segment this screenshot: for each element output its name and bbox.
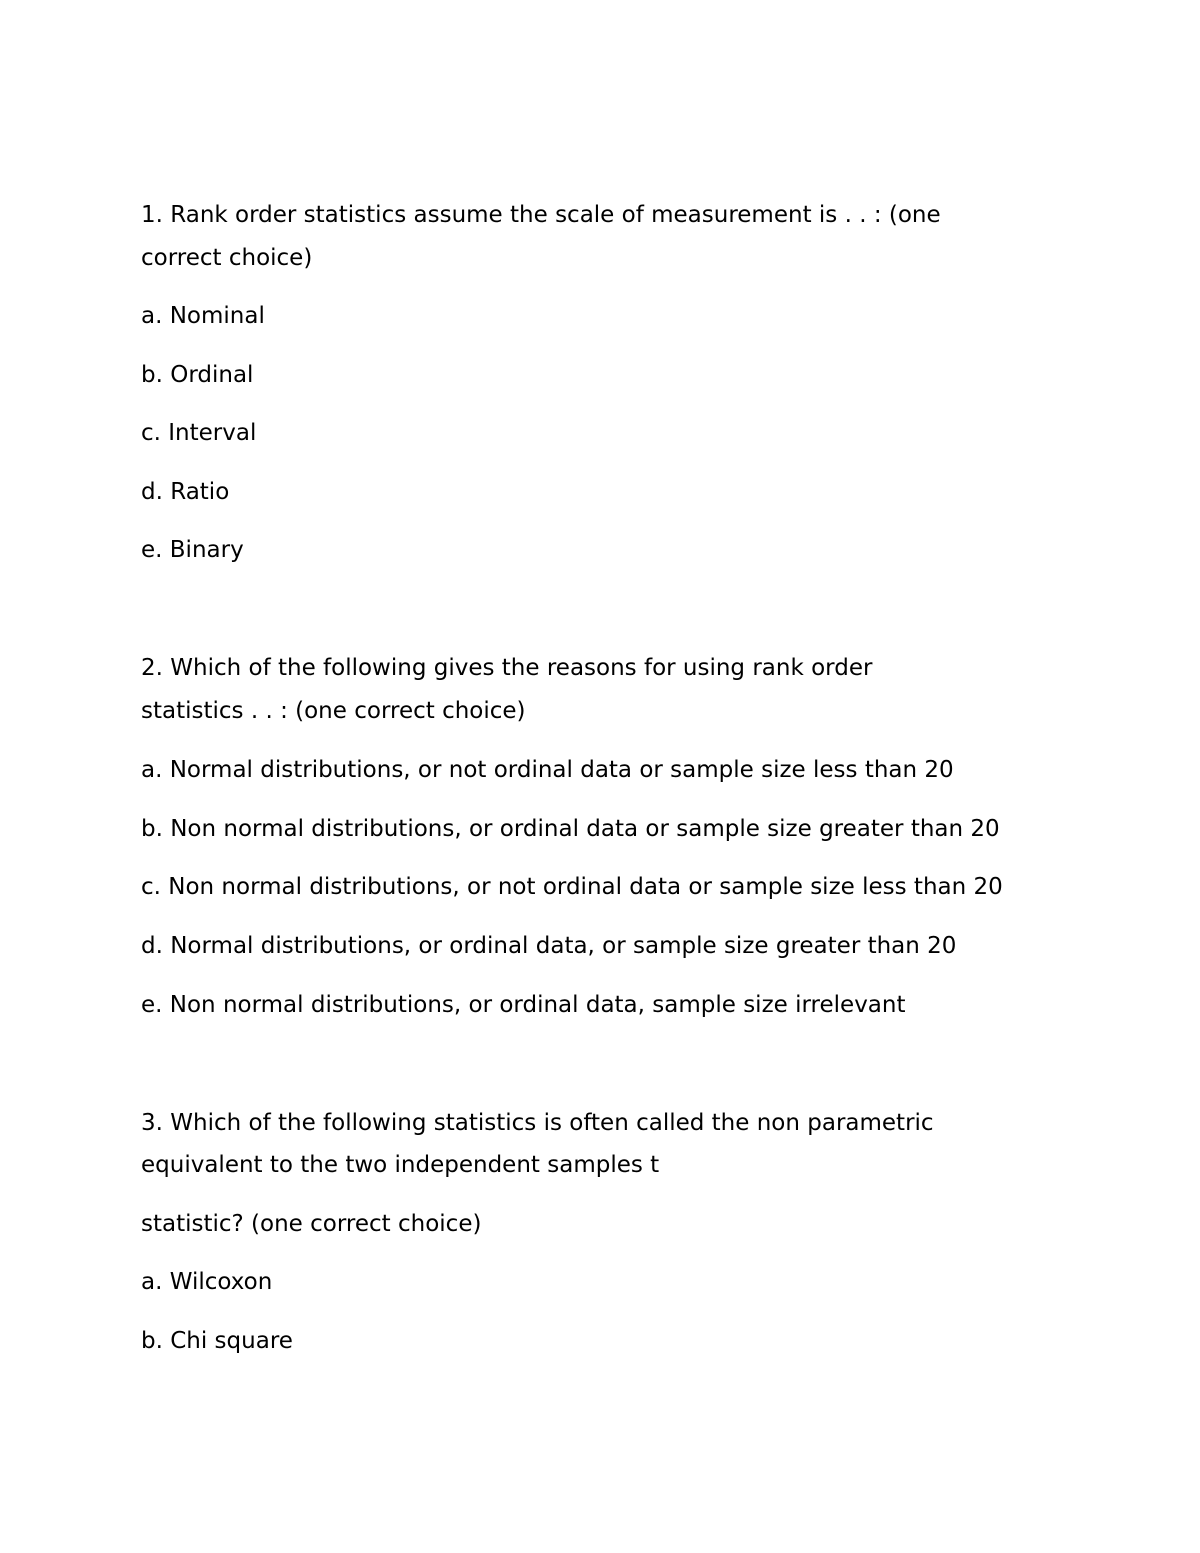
question-2-option-a: a. Normal distributions, or not ordinal data or sample size less than 20 — [141, 757, 954, 783]
question-2-stem-line-1: 2. Which of the following gives the reasons for using rank order — [141, 655, 873, 681]
question-1-option-d: d. Ratio — [141, 479, 230, 505]
question-3-option-a: a. Wilcoxon — [141, 1269, 273, 1295]
question-2-option-c: c. Non normal distributions, or not ordinal data or sample size less than 20 — [141, 874, 1003, 900]
question-1-stem-line-2: correct choice) — [141, 245, 313, 271]
question-1-option-c: c. Interval — [141, 420, 257, 446]
question-2-option-d: d. Normal distributions, or ordinal data, or sample size greater than 20 — [141, 933, 957, 959]
question-2-stem-line-2: statistics . . : (one correct choice) — [141, 698, 526, 724]
question-3-option-b: b. Chi square — [141, 1328, 293, 1354]
question-1-option-e: e. Binary — [141, 537, 244, 563]
question-3-stem-line-3: statistic? (one correct choice) — [141, 1211, 482, 1237]
question-1-stem-line-1: 1. Rank order statistics assume the scale of measurement is . . : (one — [141, 202, 941, 228]
question-3-stem-line-2: equivalent to the two independent samples t — [141, 1152, 660, 1178]
question-1-option-a: a. Nominal — [141, 303, 265, 329]
question-1-option-b: b. Ordinal — [141, 362, 254, 388]
question-2-option-b: b. Non normal distributions, or ordinal data or sample size greater than 20 — [141, 816, 1000, 842]
question-3-stem-line-1: 3. Which of the following statistics is often called the non parametric — [141, 1110, 934, 1136]
question-2-option-e: e. Non normal distributions, or ordinal data, sample size irrelevant — [141, 992, 906, 1018]
